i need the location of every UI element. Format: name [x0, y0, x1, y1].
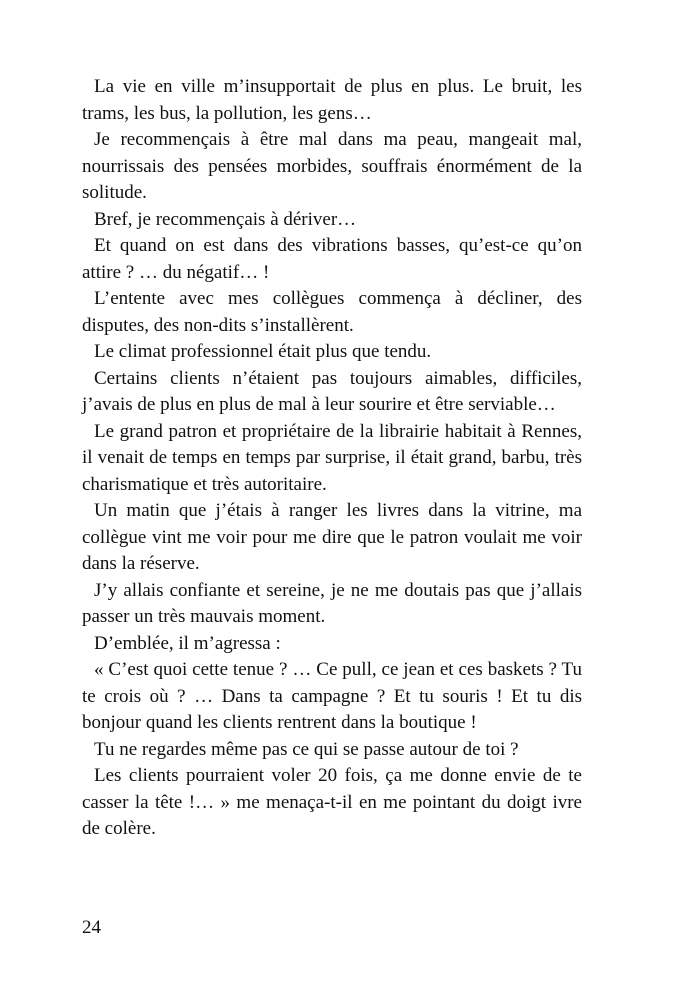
- paragraph: J’y allais confiante et sereine, je ne me doutais pas que j’allais passer un très mauvais moment.: [82, 579, 582, 627]
- paragraph: Bref, je recommençais à dériver…: [94, 208, 357, 230]
- paragraph: L’entente avec mes collègues commença à décliner, des disputes, des non-dits s’installèrent.: [82, 288, 582, 336]
- paragraph: D’emblée, il m’agressa :: [94, 632, 281, 654]
- paragraph: Les clients pourraient voler 20 fois, ça me donne envie de te casser la tête !… » me menaça-t-il en me pointant du doigt ivre de colère.: [82, 765, 582, 839]
- paragraph: Un matin que j’étais à ranger les livres dans la vitrine, ma collègue vint me voir pour me dire que le patron voulait me voir dans la réserve.: [82, 500, 582, 574]
- paragraph: Le grand patron et propriétaire de la librairie habitait à Rennes, il venait de temps en temps par surprise, il était grand, barbu, très charismatique et très autoritaire.: [82, 420, 582, 495]
- paragraph: Je recommençais à être mal dans ma peau, mangeait mal, nourrissais des pensées morbides, souffrais énormément de la solitude.: [82, 129, 582, 203]
- paragraph: Et quand on est dans des vibrations basses, qu’est-ce qu’on attire ? … du négatif… !: [82, 235, 582, 283]
- page-number: 24: [82, 917, 101, 938]
- paragraph: Certains clients n’étaient pas toujours aimables, difficiles, j’avais de plus en plus de mal à leur sourire et être serviable…: [82, 367, 582, 415]
- paragraph: La vie en ville m’insupportait de plus en plus. Le bruit, les trams, les bus, la pollution, les gens…: [82, 76, 582, 124]
- page-text-body: [82, 74, 582, 843]
- paragraph: « C’est quoi cette tenue ? … Ce pull, ce jean et ces baskets ? Tu te crois où ? … Dans ta campagne ? Et tu souris ! Et tu dis bonjour quand les clients rentrent dans la boutique !: [82, 659, 582, 733]
- paragraph: Tu ne regardes même pas ce qui se passe autour de toi ?: [94, 738, 519, 760]
- paragraph: Le climat professionnel était plus que tendu.: [94, 341, 432, 362]
